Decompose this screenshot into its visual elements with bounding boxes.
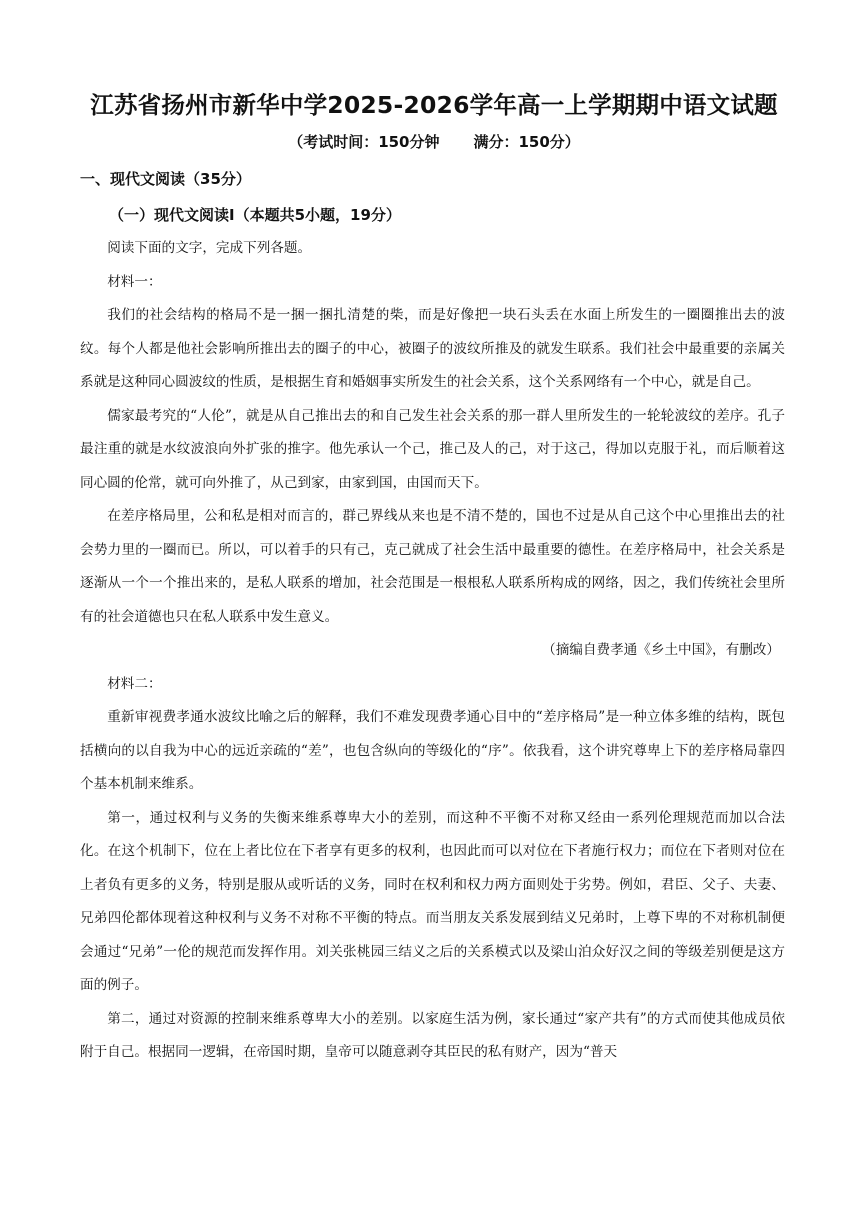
material-one-paragraph-3: 在差序格局里，公和私是相对而言的，群己界线从来也是不清不楚的，国也不过是从自己这个中心里推出去的社会势力里的一圈而已。所以，可以着手的只有己，克己就成了社会生活中最重要的德性。在差序格局中，社会关系是逐渐从一个一个推出来的，是私人联系的增加，社会范围是一根根私人联系所构成的网络，因之，我们传统社会里所有的社会道德也只在私人联系中发生意义。 bbox=[80, 508, 785, 625]
section-heading: 一、现代文阅读（35分） bbox=[80, 170, 251, 188]
exam-score: 满分：150分） bbox=[473, 133, 580, 151]
material-two-label: 材料二： bbox=[107, 675, 162, 692]
material-one-source: （摘编自费孝通《乡土中国》，有删改） bbox=[542, 642, 780, 658]
reading-passage bbox=[80, 232, 785, 1070]
material-one-paragraph-2: 儒家最考究的“人伦”，就是从自己推出去的和自己发生社会关系的那一群人里所发生的一轮轮波纹的差序。孔子最注重的就是水纹波浪向外扩张的推字。他先承认一个己，推己及人的己，对于这己，得加以克服于礼，而后顺着这同心圆的伦常，就可向外推了，从己到家，由家到国，由国而天下。 bbox=[80, 407, 785, 491]
exam-info bbox=[0, 131, 868, 152]
exam-time: （考试时间：150分钟 bbox=[288, 133, 440, 151]
material-two-paragraph-3: 第二，通过对资源的控制来维系尊卑大小的差别。以家庭生活为例，家长通过“家产共有”的方式而使其他成员依附于自己。根据同一逻辑，在帝国时期，皇帝可以随意剥夺其臣民的私有财产，因为“普天 bbox=[80, 1010, 785, 1060]
instruction-text: 阅读下面的文字，完成下列各题。 bbox=[107, 240, 312, 256]
material-one-paragraph-1: 我们的社会结构的格局不是一捆一捆扎清楚的柴，而是好像把一块石头丢在水面上所发生的一圈圈推出去的波纹。每个人都是他社会影响所推出去的圈子的中心，被圈子的波纹所推及的就发生联系。我们社会中最重要的亲属关系就是这种同心圆波纹的性质，是根据生育和婚姻事实所发生的社会关系，这个关系网络有一个中心，就是自己。 bbox=[80, 307, 785, 390]
material-one-label: 材料一： bbox=[107, 273, 162, 290]
subsection-heading: （一）现代文阅读Ⅰ（本题共5小题，19分） bbox=[109, 206, 401, 224]
material-two-paragraph-1: 重新审视费孝通水波纹比喻之后的解释，我们不难发现费孝通心目中的“差序格局”是一种立体多维的结构，既包括横向的以自我为中心的远近亲疏的“差”，也包含纵向的等级化的“序”。依我看，这个讲究尊卑上下的差序格局靠四个基本机制来维系。 bbox=[80, 709, 785, 792]
material-two-paragraph-2: 第一，通过权利与义务的失衡来维系尊卑大小的差别，而这种不平衡不对称又经由一系列伦理规范而加以合法化。在这个机制下，位在上者比位在下者享有更多的权利，也因此而可以对位在下者施行权力；而位在下者则对位在上者负有更多的义务，特别是服从或听话的义务，同时在权利和权力两方面则处于劣势。例如，君臣、父子、夫妻、兄弟四伦都体现着这种权利与义务不对称不平衡的特点。而当朋友关系发展到结义兄弟时，上尊下卑的不对称机制便会通过“兄弟”一伦的规范而发挥作用。刘关张桃园三结义之后的关系模式以及梁山泊众好汉之间的等级差别便是这方面的例子。 bbox=[80, 809, 785, 993]
document-title: 江苏省扬州市新华中学2025-2026学年高一上学期期中语文试题 bbox=[90, 91, 778, 119]
